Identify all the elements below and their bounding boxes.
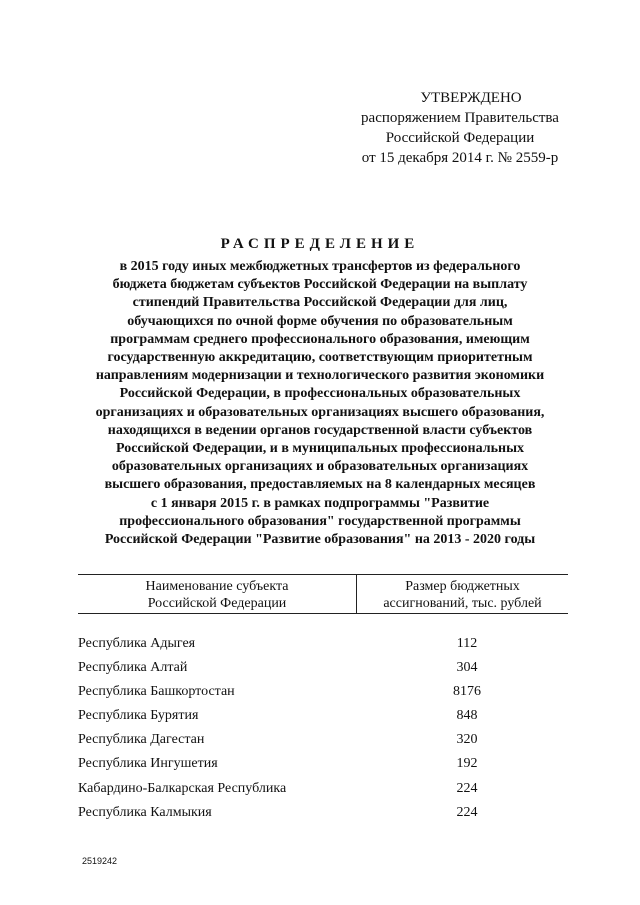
region-name: Республика Бурятия (78, 708, 199, 724)
region-name: Республика Адыгея (78, 636, 196, 651)
budget-amount: 320 (456, 732, 478, 748)
subtitle-line: образовательных организациях и образовательных организациях (111, 459, 529, 475)
subtitle-line: государственную аккредитацию, соответствующим приоритетным (107, 350, 533, 366)
subtitle-line: профессионального образования" государственной программы (119, 513, 521, 529)
budget-amount: 8176 (453, 684, 481, 700)
subtitle-line: направлениям модернизации и технологического развития экономики (95, 368, 545, 384)
table-row (78, 632, 568, 656)
approval-date: от 15 декабря 2014 г. № 2559-р (361, 150, 559, 166)
header-value-column: Размер бюджетных ассигнований, тыс. рублей (356, 575, 568, 613)
distribution-table (78, 574, 568, 825)
subtitle-line: бюджета бюджетам субъектов Российской Федерации на выплату (112, 277, 528, 293)
budget-amount: 192 (456, 756, 478, 772)
budget-amount: 224 (456, 780, 478, 796)
budget-amount: 112 (456, 636, 478, 651)
budget-amount: 224 (456, 804, 478, 820)
table-row (78, 728, 568, 752)
region-name: Республика Ингушетия (78, 756, 218, 772)
subtitle-line: обучающихся по очной форме обучения по образовательным (127, 313, 513, 329)
approval-line: распоряжением Правительства (361, 110, 559, 126)
subtitle-line: находящихся в ведении органов государственной власти субъектов (107, 422, 533, 438)
document-heading: РАСПРЕДЕЛЕНИЕ (220, 236, 420, 252)
subtitle-line: Российской Федерации, и в муниципальных профессиональных (116, 441, 524, 457)
approval-line: Российской Федерации (385, 130, 535, 146)
budget-amount: 304 (456, 660, 478, 676)
region-name: Республика Дагестан (78, 732, 205, 748)
table-body (78, 632, 568, 825)
subtitle-line: Российской Федерации "Развитие образования" на 2013 - 2020 годы (104, 532, 536, 548)
subtitle-line: высшего образования, предоставляемых на 8 календарных месяцев (104, 477, 536, 493)
table-row (78, 704, 568, 728)
subtitle-line: стипендий Правительства Российской Федерации для лиц, (132, 295, 508, 311)
header-name-column: Наименование субъекта Российской Федерации (145, 579, 289, 611)
table-row (78, 777, 568, 801)
document-code: 2519242 (82, 856, 118, 866)
region-name: Кабардино-Балкарская Республика (78, 780, 287, 796)
table-row (78, 801, 568, 825)
approval-block (300, 88, 620, 168)
document-subtitle (70, 258, 570, 549)
budget-amount: 848 (456, 708, 478, 724)
subtitle-line: Российской Федерации, в профессиональных образовательных (119, 386, 521, 402)
subtitle-line: организациях и образовательных организациях высшего образования, (95, 404, 545, 420)
region-name: Республика Калмыкия (78, 804, 212, 820)
approval-title: УТВЕРЖДЕНО (420, 90, 522, 106)
subtitle-line: в 2015 году иных межбюджетных трансфертов из федерального (119, 259, 521, 274)
table-row (78, 752, 568, 776)
table-header (78, 574, 568, 614)
subtitle-line: с 1 января 2015 г. в рамках подпрограммы "Развитие (150, 495, 490, 511)
region-name: Республика Алтай (78, 660, 188, 676)
table-row (78, 680, 568, 704)
region-name: Республика Башкортостан (78, 684, 235, 700)
subtitle-line: программам среднего профессионального образования, имеющим (110, 331, 530, 347)
table-row (78, 656, 568, 680)
